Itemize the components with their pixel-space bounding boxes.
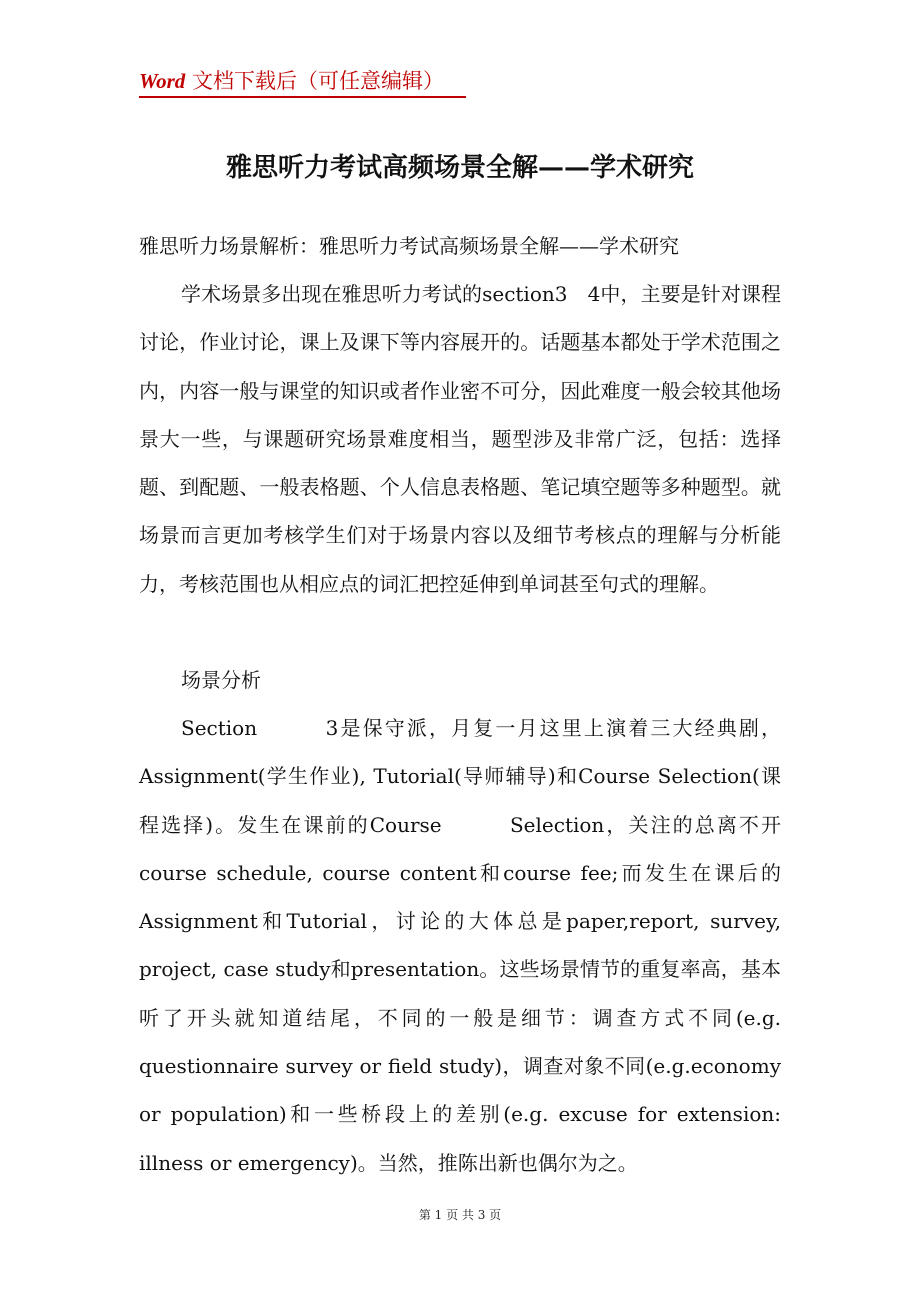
document-subtitle: 雅思听力场景解析：雅思听力考试高频场景全解——学术研究: [139, 234, 679, 258]
header-underline: [139, 96, 466, 98]
page-footer: 第 1 页 共 3 页: [418, 1208, 502, 1222]
section-heading: 场景分析: [181, 668, 261, 692]
paragraph-intro: 学术场景多出现在雅思听力考试的section3 4中，主要是针对课程讨论，作业讨论，课上及课下等内容展开的。话题基本都处于学术范围之内，内容一般与课堂的知识或者作业密不可分，因此难度一般会较其他场景大一些，与课题研究场景难度相当，题型涉及非常广泛，包括：选择题、到配题、一般表格题、个人信息表格题、笔记填空题等多种题型。就场景而言更加考核学生们对于场景内容以及细节考核点的理解与分析能力，考核范围也从相应点的词汇把控延伸到单词甚至句式的理解。: [139, 282, 781, 596]
document-header: [139, 66, 444, 96]
header-brand: Word: [139, 69, 186, 93]
paragraph-analysis: Section 3是保守派，月复一月这里上演着三大经典剧，Assignment(学生作业), Tutorial(导师辅导)和Course Selection(课程选择)。发生在课前的Course Selection，关注的总离不开course schedule, course content和course fee;而发生在课后的Assignment和Tutorial，讨论的大体总是paper,report, survey, project, case study和presentation。这些场景情节的重复率高，基本听了开头就知道结尾，不同的一般是细节：调查方式不同(e.g. questionnaire survey or field study)，调查对象不同(e.g.economy or population)和一些桥段上的差别(e.g. excuse for extension: illness or emergency)。当然，推陈出新也偶尔为之。: [139, 716, 781, 1175]
header-text: 文档下载后（可任意编辑）: [185, 69, 444, 93]
document-title: 雅思听力考试高频场景全解——学术研究: [225, 153, 694, 183]
